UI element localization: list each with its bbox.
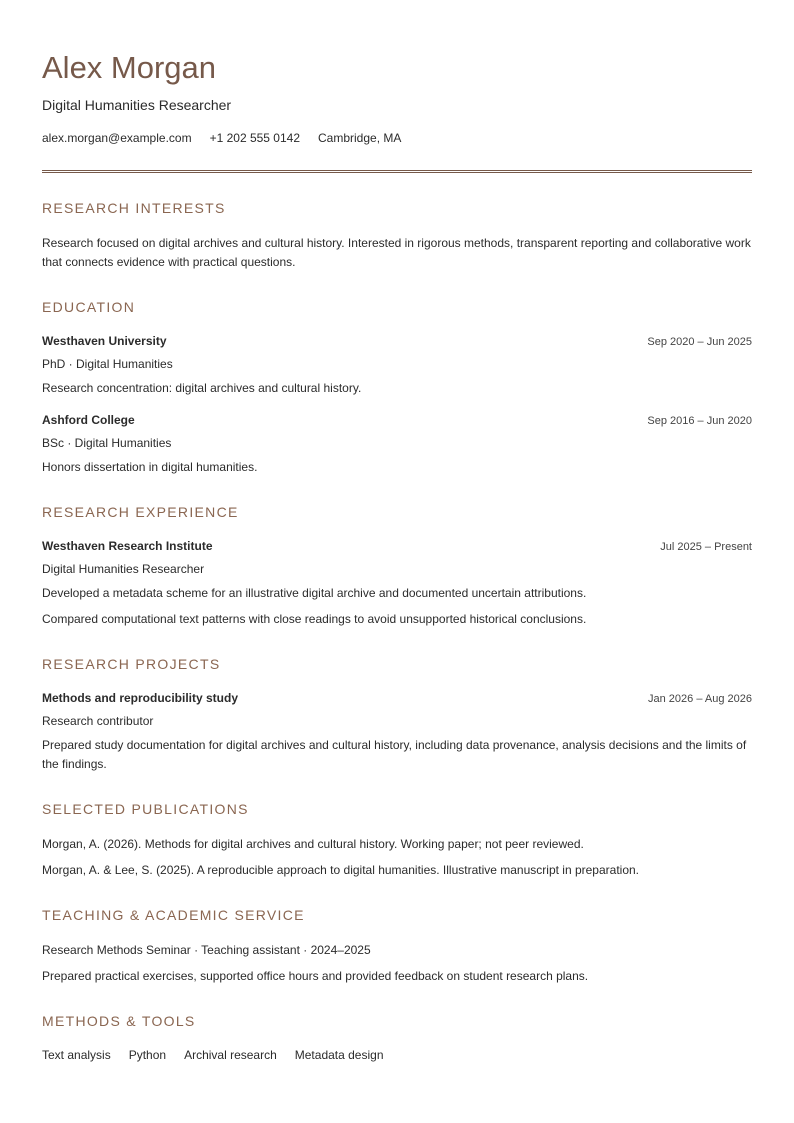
section-title: TEACHING & ACADEMIC SERVICE xyxy=(42,907,305,923)
candidate-headline: Digital Humanities Researcher xyxy=(42,97,232,113)
section-research-projects xyxy=(42,656,752,774)
section-title: RESEARCH INTERESTS xyxy=(42,200,226,216)
contact-email: alex.morgan@example.com xyxy=(42,131,192,145)
teaching-item: Research Methods Seminar · Teaching assistant · 2024–2025 xyxy=(42,943,371,957)
entry-detail: Honors dissertation in digital humanities. xyxy=(42,460,258,474)
section-research-interests xyxy=(42,200,752,272)
entry-date: Sep 2020 – Jun 2025 xyxy=(647,336,752,348)
candidate-name: Alex Morgan xyxy=(42,50,217,85)
entry-project-name: Methods and reproducibility study xyxy=(42,691,239,705)
entry-header xyxy=(42,333,752,350)
entry-header xyxy=(42,412,752,429)
entry-organization: Westhaven Research Institute xyxy=(42,539,213,553)
entry-date: Jul 2025 – Present xyxy=(660,541,752,553)
section-research-experience xyxy=(42,504,752,629)
section-title: RESEARCH EXPERIENCE xyxy=(42,504,239,520)
section-title: METHODS & TOOLS xyxy=(42,1013,196,1029)
entry-header xyxy=(42,690,752,707)
experience-entry xyxy=(42,538,752,629)
section-methods-tools xyxy=(42,1013,752,1063)
education-entry xyxy=(42,412,752,477)
section-title: SELECTED PUBLICATIONS xyxy=(42,801,249,817)
tool-item: Text analysis xyxy=(42,1048,111,1062)
entry-role: Research contributor xyxy=(42,714,154,728)
section-education xyxy=(42,299,752,477)
entry-degree: PhD · Digital Humanities xyxy=(42,357,173,371)
tool-item: Archival research xyxy=(184,1048,277,1062)
contact-phone: +1 202 555 0142 xyxy=(209,131,300,145)
entry-header xyxy=(42,538,752,555)
entry-organization: Westhaven University xyxy=(42,334,167,348)
section-teaching-service xyxy=(42,907,752,986)
publication-item: Morgan, A. & Lee, S. (2025). A reproducible approach to digital humanities. Illustrative manuscript in preparation. xyxy=(42,863,639,877)
entry-detail: Research concentration: digital archives and cultural history. xyxy=(42,381,362,395)
contact-location: Cambridge, MA xyxy=(318,131,402,145)
entry-detail: Developed a metadata scheme for an illustrative digital archive and documented uncertain attributions. xyxy=(42,586,587,600)
section-title: EDUCATION xyxy=(42,299,136,315)
entry-organization: Ashford College xyxy=(42,413,135,427)
education-entry xyxy=(42,333,752,398)
entry-role: Digital Humanities Researcher xyxy=(42,562,205,576)
tool-item: Python xyxy=(128,1048,167,1062)
entry-date: Sep 2016 – Jun 2020 xyxy=(647,415,752,427)
publication-item: Morgan, A. (2026). Methods for digital archives and cultural history. Working paper; not peer reviewed. xyxy=(42,837,584,851)
entry-detail: Compared computational text patterns with close readings to avoid unsupported historical conclusions. xyxy=(42,612,587,626)
project-entry xyxy=(42,690,752,774)
section-selected-publications xyxy=(42,801,752,880)
research-interests-text: Research focused on digital archives and cultural history. Interested in rigorous methods, transparent reporting and collaborative work that connects evidence with practical questions. xyxy=(42,236,751,269)
entry-detail: Prepared study documentation for digital archives and cultural history, including data provenance, analysis decisions and the limits of the findings. xyxy=(42,738,747,771)
section-title: RESEARCH PROJECTS xyxy=(42,656,221,672)
tools-list xyxy=(42,1047,752,1063)
contact-row xyxy=(42,130,752,146)
teaching-item: Prepared practical exercises, supported office hours and provided feedback on student research plans. xyxy=(42,969,589,983)
tool-item: Metadata design xyxy=(294,1048,384,1062)
entry-date: Jan 2026 – Aug 2026 xyxy=(648,693,752,705)
header-divider xyxy=(42,170,752,173)
entry-degree: BSc · Digital Humanities xyxy=(42,436,172,450)
